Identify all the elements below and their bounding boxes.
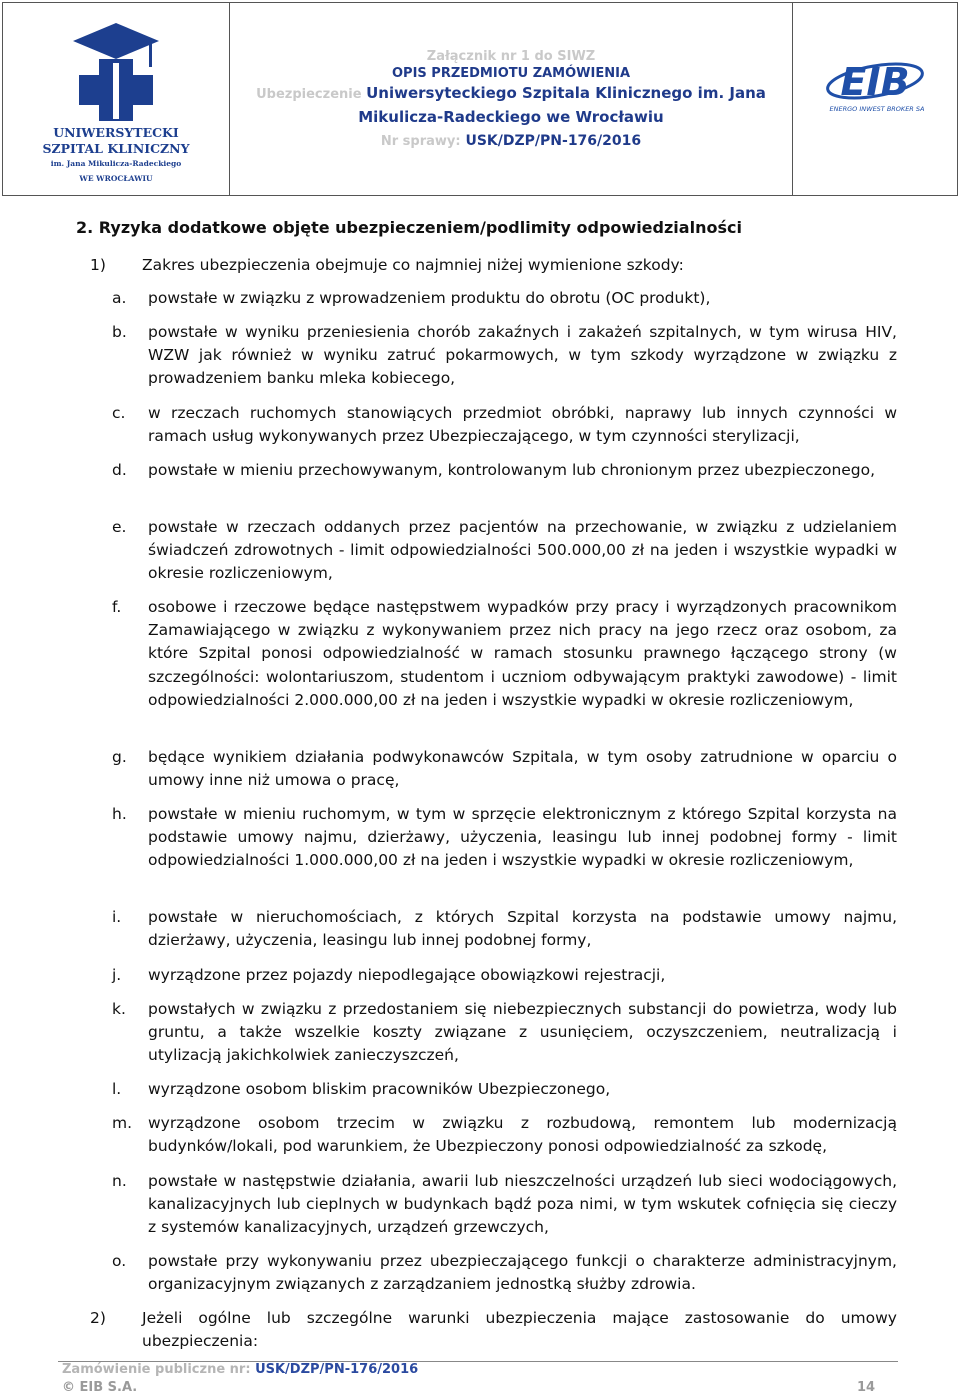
- header-case-label: Nr sprawy:: [380, 134, 461, 149]
- logo-text-4: WE WROCŁAWIU: [79, 174, 153, 183]
- section-heading: 2. Ryzyka dodatkowe objęte ubezpieczeniem/podlimity odpowiedzialności: [76, 218, 742, 237]
- list-item: powstałe w mieniu ruchomym, w tym w sprzęcie elektronicznym z którego Szpital korzysta na podstawie umowy najmu, dzierżawy, użyczenia, leasingu lub innej podobnej formy - limit odpowiedzialności 1.000.000,00 zł na jeden i wszystkie wypadki w okresie rozliczeniowym,: [148, 805, 897, 870]
- paragraph-text: Jeżeli ogólne lub szczególne warunki ubezpieczenia mające zastosowanie do umowy ubezpieczenia:: [142, 1309, 897, 1351]
- footer-order-number: [62, 1362, 418, 1377]
- hospital-logo: [3, 3, 230, 195]
- list-item: powstałe w nieruchomościach, z których Szpital korzysta na podstawie umowy najmu, dzierżawy, użyczenia, leasingu lub innej podobnej formy,: [148, 908, 897, 950]
- footer-order-value: USK/DZP/PN-176/2016: [255, 1362, 419, 1377]
- paragraph-number: 2): [90, 1309, 106, 1327]
- item-label: k.: [112, 1000, 126, 1018]
- list-item: powstałych w związku z przedostaniem się niebezpiecznych substancji do powietrza, wody lub gruntu, a także wszelkie koszty związane z usunięciem, oczyszczeniem, neutralizacją i utylizacją jakichkolwiek zanieczyszczeń,: [148, 1000, 897, 1065]
- list-item: powstałe w następstwie działania, awarii lub nieszczelności urządzeń lub sieci wodociągowych, kanalizacyjnych lub cieplnych w budynkach bądź poza nimi, w tym wskutek cofnięcia się cieczy z systemów kanalizacyjnych, urządzeń grzewczych,: [148, 1172, 897, 1237]
- header-line-3-main: Uniwersyteckiego Szpitala Klinicznego im. Jana: [366, 84, 766, 102]
- item-label: j.: [112, 966, 122, 984]
- list-item: powstałe w wyniku przeniesienia chorób zakaźnych i zakażeń szpitalnych, w tym wirusa HIV, WZW jak również w wyniku zatruć pokarmowych, w tym szkody wyrządzone w związku z prowadzeniem banku mleka kobiecego,: [148, 323, 897, 388]
- item-label: g.: [112, 748, 127, 766]
- page-number: 14: [857, 1380, 876, 1395]
- list-item: powstałe w związku z wprowadzeniem produktu do obrotu (OC produkt),: [148, 289, 711, 307]
- item-label: l.: [112, 1080, 122, 1098]
- logo-text-2: SZPITAL KLINICZNY: [42, 141, 190, 156]
- list-item: osobowe i rzeczowe będące następstwem wypadków przy pracy i wyrządzonych pracownikom Zamawiającego w związku z wykonywaniem przez nich pracy na jego rzecz oraz osobom, za które Szpital ponosi odpowiedzialność w ramach stosunku prawnego łączącego strony (w szczególności: wolontariuszom, studentom i uczniom odbywającym praktyki zawodowe) - limit odpowiedzialności 2.000.000,00 zł na jeden i wszystkie wypadki w okresie rozliczeniowym,: [148, 598, 897, 709]
- logo-text-3: im. Jana Mikulicza-Radeckiego: [50, 159, 182, 168]
- graduation-cap-cross-icon: [41, 19, 191, 189]
- header-line-1: Załącznik nr 1 do SIWZ: [426, 49, 596, 64]
- header-line-3-prefix: Ubezpieczenie: [256, 87, 362, 102]
- item-label: f.: [112, 598, 122, 616]
- list-item: wyrządzone osobom trzecim w związku z rozbudową, remontem lub modernizacją budynków/lokali, pod warunkiem, że Ubezpieczony ponosi odpowiedzialność za szkodę,: [148, 1114, 897, 1156]
- eib-logo-subtext: ENERGO INWEST BROKER SA: [829, 105, 925, 113]
- item-label: d.: [112, 461, 127, 479]
- header-case-number: USK/DZP/PN-176/2016: [465, 133, 642, 149]
- list-item: będące wynikiem działania podwykonawców Szpitala, w tym osoby zatrudnione w oparciu o umowy inne niż umowa o pracę,: [148, 748, 897, 790]
- list-item: wyrządzone przez pojazdy niepodlegające obowiązkowi rejestracji,: [148, 966, 666, 984]
- item-label: n.: [112, 1172, 127, 1190]
- header-line-3: [230, 82, 792, 106]
- item-label: i.: [112, 908, 122, 926]
- list-item: powstałe w mieniu przechowywanym, kontrolowanym lub chronionym przez ubezpieczonego,: [148, 461, 876, 479]
- header-line-2: OPIS PRZEDMIOTU ZAMÓWIENIA: [391, 66, 631, 81]
- footer-order-label: Zamówienie publiczne nr:: [62, 1362, 251, 1377]
- item-label: a.: [112, 289, 127, 307]
- header-line-4: Mikulicza-Radeckiego we Wrocławiu: [358, 108, 664, 126]
- item-label: h.: [112, 805, 127, 823]
- list-item: powstałe przy wykonywaniu przez ubezpieczającego funkcji o charakterze administracyjnym, organizacyjnym związanych z zarządzaniem jednostką służby zdrowia.: [148, 1252, 897, 1294]
- eib-logo-icon: [823, 59, 933, 119]
- paragraph-text: Zakres ubezpieczenia obejmuje co najmniej niżej wymienione szkody:: [142, 256, 684, 274]
- list-item: powstałe w rzeczach oddanych przez pacjentów na przechowanie, w związku z udzielaniem świadczeń zdrowotnych - limit odpowiedzialności 500.000,00 zł na jeden i wszystkie wypadki w okresie rozliczeniowym,: [148, 518, 897, 583]
- paragraph-number: 1): [90, 256, 106, 274]
- item-label: m.: [112, 1114, 133, 1132]
- eib-logo-text: EIB: [840, 60, 910, 104]
- header-title-block: [230, 3, 793, 195]
- header-line-5: [230, 128, 792, 155]
- footer-copyright: © EIB S.A.: [62, 1380, 138, 1395]
- item-label: b.: [112, 323, 127, 341]
- item-label: o.: [112, 1252, 127, 1270]
- eib-logo: [793, 3, 957, 195]
- document-header: [2, 2, 958, 196]
- item-label: c.: [112, 404, 126, 422]
- logo-text-1: UNIWERSYTECKI: [53, 125, 179, 140]
- item-label: e.: [112, 518, 127, 536]
- list-item: w rzeczach ruchomych stanowiących przedmiot obróbki, naprawy lub innych czynności w ramach usług wykonywanych przez Ubezpieczającego, w tym czynności sterylizacji,: [148, 404, 897, 446]
- list-item: wyrządzone osobom bliskim pracowników Ubezpieczonego,: [148, 1080, 611, 1098]
